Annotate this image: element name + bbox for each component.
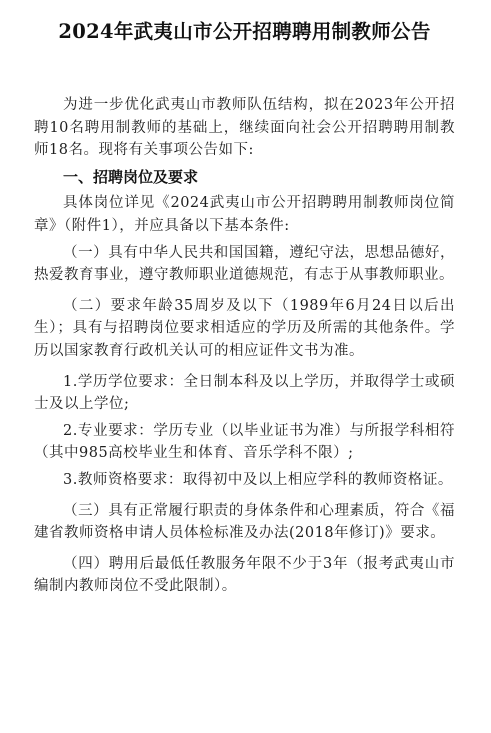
- condition-paragraph: （四）聘用后最低任教服务年限不少于3年（报考武夷山市编制内教师岗位不受此限制）。: [34, 555, 455, 595]
- intro-paragraph: 为进一步优化武夷山市教师队伍结构，拟在2023年公开招聘10名聘用制教师的基础上，继续面向社会公开招聘聘用制教师18名。现将有关事项公告如下:: [34, 97, 455, 159]
- section-intro-paragraph: 具体岗位详见《2024武夷山市公开招聘聘用制教师岗位简章》（附件1），并应具备以下基本条件:: [34, 195, 455, 234]
- condition-paragraph: 3.教师资格要求：取得初中及以上相应学科的教师资格证。: [63, 471, 453, 488]
- condition-paragraph: 2.专业要求：学历专业（以毕业证书为准）与所报学科相符（其中985高校毕业生和体育、音乐学科不限）;: [34, 422, 455, 462]
- document-body: [34, 94, 455, 598]
- condition-paragraph: （二）要求年龄35周岁及以下（1989年6月24日以后出生）；具有与招聘岗位要求相适应的学历及所需的其他条件。学历以国家教育行政机关认可的相应证件文书为准。: [34, 297, 455, 359]
- document-title: 2024年武夷山市公开招聘聘用制教师公告: [58, 20, 431, 43]
- condition-paragraph: （一）具有中华人民共和国国籍，遵纪守法，思想品德好，热爱教育事业，遵守教师职业道德规范，有志于从事教师职业。: [34, 244, 455, 284]
- condition-paragraph: 1.学历学位要求：全日制本科及以上学历，并取得学士或硕士及以上学位;: [34, 373, 455, 413]
- condition-paragraph: （三）具有正常履行职责的身体条件和心理素质，符合《福建省教师资格申请人员体检标准及办法(2018年修订)》要求。: [34, 502, 455, 542]
- section-heading-recruitment: 一、招聘岗位及要求: [63, 167, 199, 186]
